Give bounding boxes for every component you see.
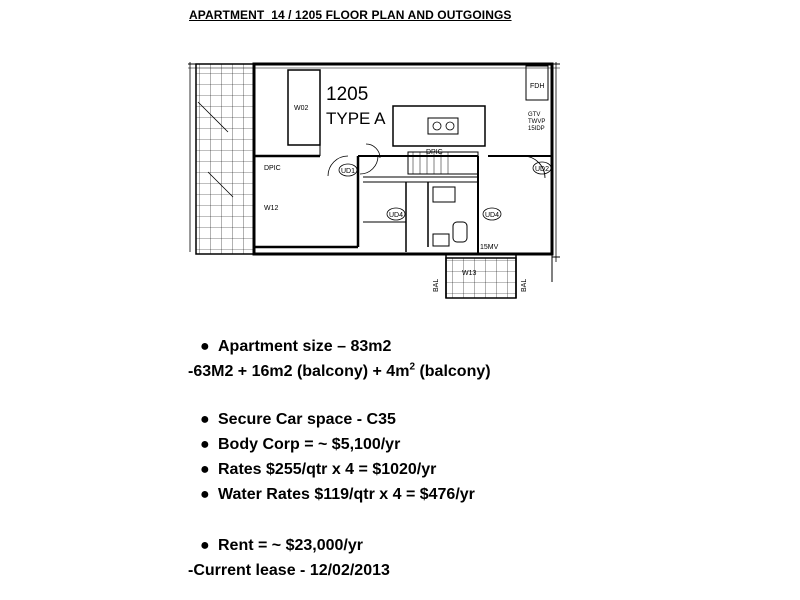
- label-dpic-top: DPIC: [426, 149, 443, 156]
- document-title: APARTMENT 14 / 1205 FLOOR PLAN AND OUTGOINGS: [189, 8, 512, 22]
- unit-number: 1205: [326, 84, 369, 105]
- label-ud4-left: UD4: [389, 212, 404, 219]
- size-item: [200, 338, 391, 356]
- unit-type: TYPE A: [326, 109, 386, 128]
- label-bal-right: BAL: [521, 278, 528, 292]
- label-twvp: TWVP: [528, 119, 546, 125]
- bullet: ●: [200, 436, 210, 453]
- label-ud2: UD2: [535, 166, 550, 173]
- label-gtv: GTV: [528, 112, 541, 118]
- label-15mv: 15MV: [480, 244, 499, 251]
- rent-item: ● Rent = ~ $23,000/yr: [200, 537, 363, 554]
- bullet: ●: [200, 461, 210, 478]
- water-rates-item: ● Water Rates $119/qtr x 4 = $476/yr: [200, 486, 475, 503]
- bullet: ●: [200, 486, 210, 503]
- label-15idp: 15IDP: [528, 126, 545, 132]
- size-text: Apartment size – 83m2: [218, 338, 392, 355]
- bullet: ●: [200, 537, 210, 554]
- floor-plan: [188, 62, 560, 302]
- bullet: ●: [200, 411, 210, 428]
- label-bal-left: BAL: [433, 278, 440, 292]
- label-w13: W13: [462, 270, 477, 277]
- kitchen-bench: [393, 106, 485, 146]
- outer-wall: [254, 64, 552, 254]
- rates-item: ● Rates $255/qtr x 4 = $1020/yr: [200, 461, 437, 478]
- label-w12: W12: [264, 205, 279, 212]
- bullet: ●: [200, 338, 210, 355]
- label-ud4-right: UD4: [485, 212, 500, 219]
- small-balcony: [446, 258, 516, 298]
- label-ud1: UD1: [341, 168, 356, 175]
- size-breakdown: -63M2 + 16m2 (balcony) + $4m^2$ (balcony): [188, 361, 491, 380]
- car-space-item: ● Secure Car space - C35: [200, 411, 396, 428]
- left-balcony: [196, 64, 254, 254]
- floor-plan-drawing: [188, 62, 560, 302]
- label-dpic-left: DPIC: [264, 165, 281, 172]
- lease-item: -Current lease - 12/02/2013: [188, 562, 390, 579]
- label-w02: W02: [294, 105, 309, 112]
- body-corp-item: ● Body Corp = ~ $5,100/yr: [200, 436, 401, 453]
- label-fdh: FDH: [530, 83, 545, 90]
